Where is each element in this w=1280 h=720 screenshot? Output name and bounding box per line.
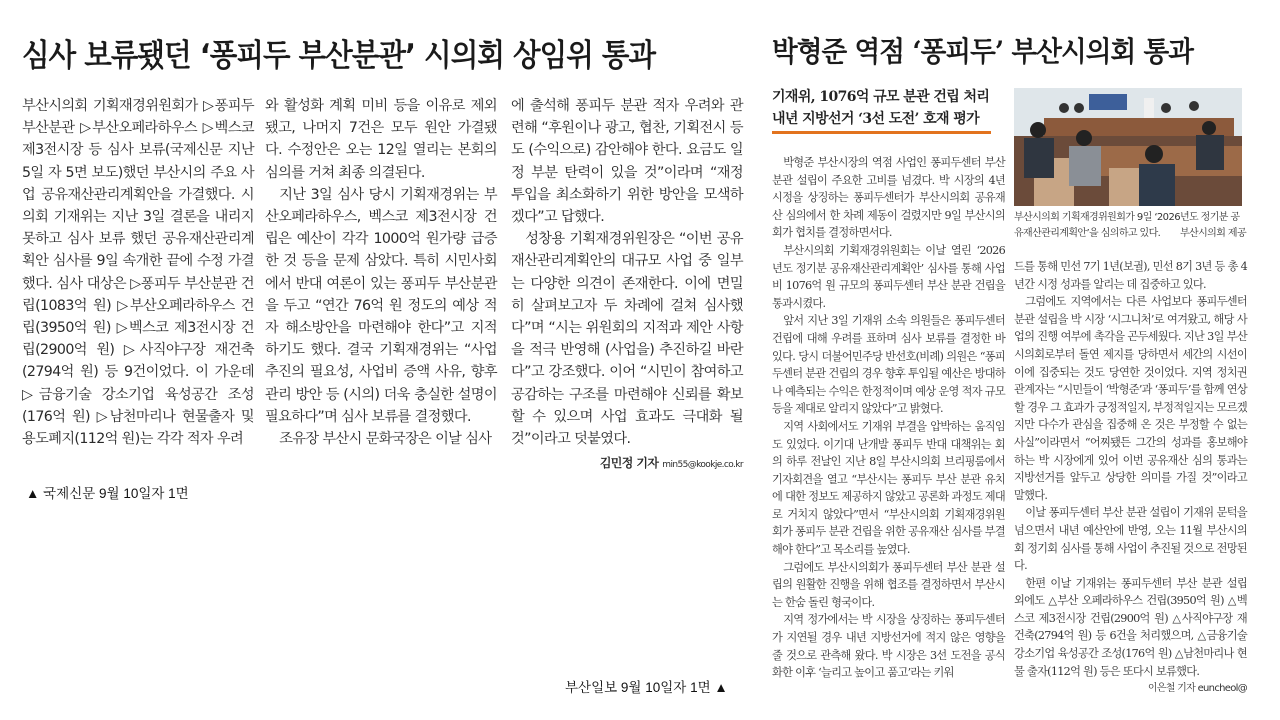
left-column-3: [511, 95, 743, 476]
accent-underline: [772, 131, 991, 134]
paragraph: 부산시의회 기획재경위원회가 ▷퐁피두 부산분관 ▷부산오페라하우스 ▷벡스코 제3전시장 등 심사 보류(국제신문 지난 5일 자 5면 보도)했던 부산시의 주요 사업 공유재산관리계획안을 가결했다. 시의회 기재위는 지난 3일 결론을 내리지 못하고 심사 보류 했던 공유재산관리계획안 심사를 9일 속개한 끝에 수정 가결했다. 심사 대상은 ▷퐁피두 부산분관 건립(1083억 원) ▷부산오페라하우스 건립(3950억 원) ▷벡스코 제3전시장 건립(2900억 원) ▷사직야구장 재건축(2794억 원) 등 9건이었다. 이 가운데 ▷금융기술 강소기업 육성공간 조성(176억 원) ▷남천마리나 현물출자 및 용도폐지(112억 원)는 각각 적자 우려: [22, 98, 254, 448]
paragraph: 그럼에도 지역에서는 다른 사업보다 퐁피두센터 분관 설립을 박 시장 ‘시그니처’로 여겨왔고, 해당 사업의 진행 여부에 촉각을 곤두세웠다. 지난 3일 부산시의회로부터 돌연 제지를 당하면서 세간의 시선이 이에 집중되는 것도 당연한 것이었다. 지역 정치권 관계자는 “시민들이 ‘박형준’과 ‘퐁피두’를 함께 연상할 경우 그 효과가 긍정적일지, 부정적일지는 모르겠지만 다수가 관심을 집중해 온 것은 부정할 수 없는 사실”이라면서 “어찌됐든 그간의 성과를 홍보해야 하는 박 시장에게 있어 이번 공유재산 심의 통과는 지방선거를 앞두고 상당한 의미를 가질 것”이라고 말했다.: [1014, 295, 1247, 502]
paragraph: 조유장 부산시 문화국장은 이날 심사: [279, 431, 492, 448]
paragraph: 지난 3일 심사 당시 기획재경위는 부산오페라하우스, 벡스코 제3전시장 건립은 예산이 각각 1000억 원가량 급증한 것 등을 문제 삼았다. 특히 시민사회에서 반대 여론이 있는 퐁피두 부산분관을 두고 “연간 76억 원 정도의 예상 적자 해소방안을 마련해야 한다”고 지적하기도 했다. 결국 기획재경위는 “사업 추진의 필요성, 사업비 증액 사유, 향후 관리 방안 등 (시의) 더욱 충실한 설명이 필요하다”며 심사 보류를 결정했다.: [265, 186, 497, 425]
paragraph-text: 한편 이날 기재위는 퐁피두센터 부산 분관 설립 외에도 △부산 오페라하우스 건립(3950억 원) △벡스코 제3전시장 건립(2900억 원) △사직야구장 재건축(2794억 원) 등 6건을 처리했으며, △금융기술 강소기업 육성공간 조성(176억 원) △남천마리나 현물 출자(112억 원) 등은 또다시 보류했다.: [1014, 576, 1247, 678]
subhead-line: 내년 지방선거 ‘3선 도전’ 호재 평가: [772, 111, 980, 127]
byline: 이은철 기자 euncheol@: [1147, 683, 1247, 695]
photo-caption: [1014, 210, 1246, 242]
paragraph: 앞서 지난 3일 기재위 소속 의원들은 퐁피두센터 건립에 대해 우려를 표하며 심사 보류를 결정한 바 있다. 당시 더불어민주당 반선호(비례) 의원은 “퐁피두센터 분관 건립의 경우 향후 투입될 예산은 방대하나 예측되는 수익은 한정적이며 예상 운영 적자 규모 등을 제대로 알리지 않았다”고 밝혔다.: [772, 314, 1005, 416]
paragraph: 드를 통해 민선 7기 1년(보궐), 민선 8기 3년 등 총 4년간 시정 성과를 알리는 데 집중하고 있다.: [1014, 260, 1247, 291]
paragraph: 박형준 부산시장의 역점 사업인 퐁피두센터 부산 분관 설립이 주요한 고비를 넘겼다. 박 시장의 4년 시정을 상징하는 퐁피두센터가 부산시의회 공유재산 심의에서 한 차례 제동이 걸렸지만 9일 부산시의회가 협치를 결정하면서다.: [772, 156, 1005, 240]
left-column-1: [22, 95, 254, 450]
paragraph: 이날 퐁피두센터 부산 분관 설립이 기재위 문턱을 넘으면서 내년 예산안에 반영, 오는 11월 부산시의회 정기회 심사를 통해 사업이 추진될 것으로 전망된다.: [1014, 506, 1247, 573]
byline-name: 김민정 기자: [599, 456, 659, 471]
left-headline: 심사 보류됐던 ‘퐁피두 부산분관’ 시의회 상임위 통과: [22, 38, 656, 74]
photo-illustration-icon: [1014, 88, 1242, 206]
paragraph: [1014, 575, 1247, 695]
right-source-caption: 부산일보 9월 10일자 1면 ▲: [565, 680, 728, 695]
byline: [586, 452, 743, 476]
paragraph: [511, 228, 743, 471]
right-headline: 박형준 역점 ‘퐁피두’ 부산시의회 통과: [772, 35, 1194, 68]
photo-credit: 부산시의회 제공: [1180, 228, 1246, 239]
busan-ilbo-article-clipping: [758, 0, 1280, 720]
paragraph: 지역 사회에서도 기재위 부결을 압박하는 움직임도 있었다. 이기대 난개발 퐁피두 반대 대책위는 회의 하루 전날인 지난 8일 부산시의회 브리핑룸에서 기자회견을 열고 “부산시는 퐁피두 부산 분관 유치에 대한 정보도 제공하지 않았고 공론화 과정도 제대로 거치지 않았다”면서 “부산시의회 기획재경위원회가 퐁피두 분관 건립을 위한 공유재산 심사를 부결해야 한다”고 목소리를 높였다.: [772, 419, 1005, 557]
paragraph: 그럼에도 부산시의회가 퐁피두센터 부산 분관 설립의 원활한 진행을 위해 협조를 결정하면서 부산시는 한숨 돌린 형국이다.: [772, 560, 1005, 609]
left-column-2: [265, 95, 497, 450]
paragraph: 에 출석해 퐁피두 분관 적자 우려와 관련해 “후원이나 광고, 협찬, 기획전시 등도 (수익으로) 감안해야 한다. 요금도 일정 부분 탄력이 있을 것”이라며 “재정 투입을 최소화하기 위한 방안을 모색하겠다”고 답했다.: [511, 98, 743, 226]
left-source-caption: ▲ 국제신문 9월 10일자 1면: [26, 486, 189, 501]
right-column-2: [1014, 258, 1247, 698]
kookje-article-clipping: [0, 0, 760, 480]
right-column-1: [772, 154, 1005, 682]
paragraph: 와 활성화 계획 미비 등을 이유로 제외됐고, 나머지 7건은 모두 원안 가결됐다. 수정안은 오는 12일 열리는 본회의 심의를 거쳐 최종 의결된다.: [265, 98, 497, 181]
photo-caption-text: 부산시의회 기획재경위원회가 9일 ‘2026년도 정기분 공유재산관리계획안’을 심의하고 있다.: [1014, 212, 1240, 239]
subheadline: [772, 86, 992, 130]
paragraph: 부산시의회 기획재경위원회는 이날 열린 ‘2026년도 정기분 공유재산관리계획안’ 심사를 통해 사업비 1076억 원 규모의 퐁피두센터 부산 분관 건립을 통과시켰다.: [772, 243, 1005, 310]
byline-email: min55@kookje.co.kr: [662, 460, 743, 471]
paragraph-text: 성창용 기획재경위원장은 “이번 공유재산관리계획안의 대규모 사업 중 일부는 다양한 의견이 존재한다. 이에 면밀히 살펴보고자 두 차례에 걸쳐 심사했다”며 “시는 위원회의 지적과 제안 사항을 적극 반영해 (사업을) 추진하길 바란다”고 강조했다. 이어 “시민이 참여하고 공감하는 구조를 마련해야 신뢰를 확보할 수 있으며 사업 효과도 극대화 될 것”이라고 덧붙였다.: [511, 231, 743, 448]
paragraph: 지역 정가에서는 박 시장을 상징하는 퐁피두센터가 지연될 경우 내년 지방선거에 적지 않은 영향을 줄 것으로 관측해 왔다. 박 시장은 3선 도전을 공식화한 이후 ‘늘리고 높이고 품고’라는 키워: [772, 613, 1005, 680]
council-meeting-photo: [1014, 88, 1242, 206]
subhead-line: 기재위, 1076억 규모 분관 건립 처리: [772, 89, 990, 105]
